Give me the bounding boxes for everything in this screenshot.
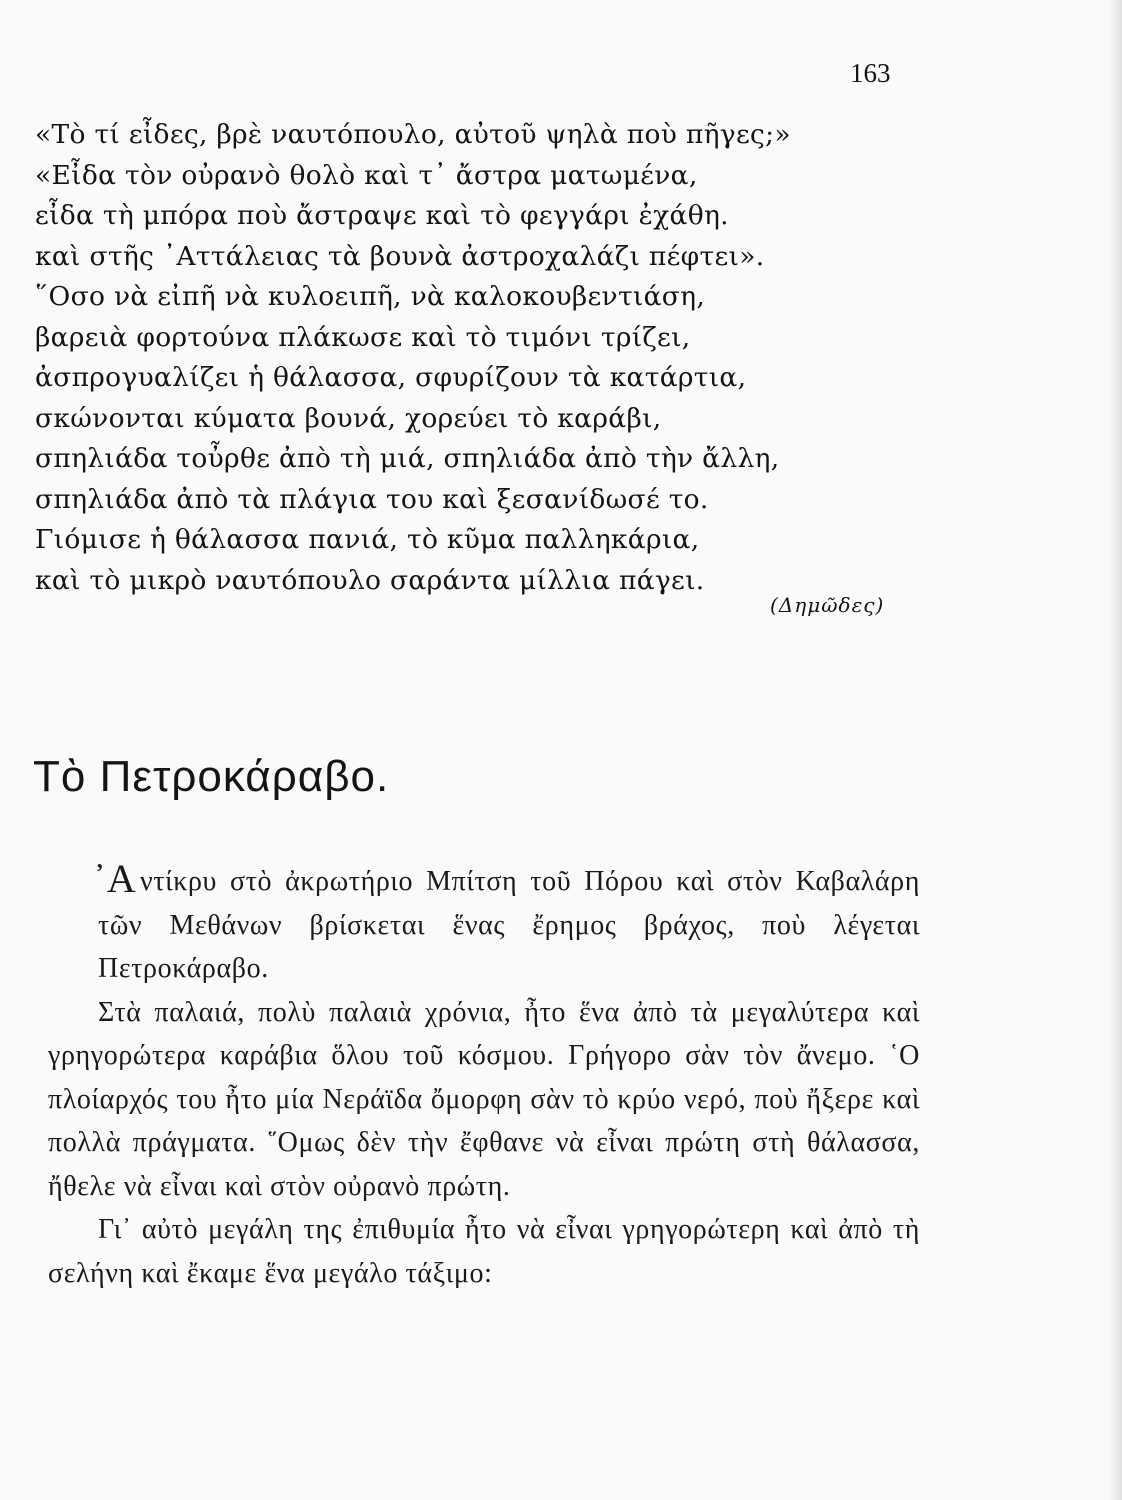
poem-line: «Τὸ τί εἶδες, βρὲ ναυτόπουλο, αὐτοῦ ψηλὰ ποὺ πῆγες;» xyxy=(35,119,791,150)
poem-line: σπηλιάδα ἀπὸ τὰ πλάγια του καὶ ξεσανίδωσέ το. xyxy=(35,483,709,515)
poem-line: ἀσπρογυαλίζει ἡ θάλασσα, σφυρίζουν τὰ κατάρτια, xyxy=(35,362,747,393)
poem-line: ῞Οσο νὰ εἰπῆ νὰ κυλοειπῆ, νὰ καλοκουβεντιάση, xyxy=(35,281,706,312)
poem-block xyxy=(35,115,915,601)
poem-line: σπηλιάδα τοὖρθε ἀπὸ τὴ μιά, σπηλιάδα ἀπὸ τὴν ἄλλη, xyxy=(35,443,780,474)
page-number: 163 xyxy=(850,58,891,88)
paragraph: Γι᾿ αὐτὸ μεγάλη της ἐπιθυμία ἦτο νὰ εἶναι γρηγορώτερη καὶ ἀπὸ τὴ σελήνη καὶ ἔκαμε ἕνα μεγάλο τάξιμο: xyxy=(48,1214,920,1289)
section-title: Τὸ Πετροκάραβο. xyxy=(33,752,390,801)
poem-line: καὶ στῆς ᾿Αττάλειας τὰ βουνὰ ἀστροχαλάζι πέφτει». xyxy=(35,240,765,272)
poem-line: «Εἶδα τὸν οὐρανὸ θολὸ καὶ τ᾿ ἄστρα ματωμένα, xyxy=(35,159,698,191)
prose-block xyxy=(48,856,920,1295)
paragraph: Στὰ παλαιά, πολὺ παλαιὰ χρόνια, ἦτο ἕνα ἀπὸ τὰ μεγαλύτερα καὶ γρηγορώτερα καράβια ὅλου τοῦ κόσμου. Γρήγορο σὰν τὸν ἄνεμο. ῾Ο πλοίαρχός του ἦτο μία Νεράϊδα ὄμορφη σὰν τὸ κρύο νερό, ποὺ ἤξερε καὶ πολλὰ πράγματα. ῞Ομως δὲν τὴν ἔφθανε νὰ εἶναι πρώτη στὴ θάλασσα, ἤθελε νὰ εἶναι καὶ στὸν οὐρανὸ πρώτη. xyxy=(48,996,920,1202)
poem-line: εἶδα τὴ μπόρα ποὺ ἄστραψε καὶ τὸ φεγγάρι ἐχάθη. xyxy=(35,200,729,231)
poem-line: Γιόμισε ἡ θάλασσα πανιά, τὸ κῦμα παλληκάρια, xyxy=(35,524,700,555)
drop-cap: ᾿Α xyxy=(93,856,137,901)
page-edge-shadow xyxy=(1108,0,1122,1500)
poem-attribution: (Δημῶδες) xyxy=(770,593,885,617)
paragraph-text: ντίκρυ στὸ ἀκρωτήριο Μπίτση τοῦ Πόρου καὶ στὸν Καβαλάρη τῶν Μεθάνων βρίσκεται ἕνας ἔρημος βράχος, ποὺ λέγεται Πετροκάραβο. xyxy=(98,866,920,984)
first-paragraph xyxy=(48,856,920,991)
poem-line: καὶ τὸ μικρὸ ναυτόπουλο σαράντα μίλλια πάγει. xyxy=(35,564,705,596)
poem-line: σκώνονται κύματα βουνά, χορεύει τὸ καράβι, xyxy=(35,402,662,434)
poem-line: βαρειὰ φορτούνα πλάκωσε καὶ τὸ τιμόνι τρίζει, xyxy=(35,321,691,353)
